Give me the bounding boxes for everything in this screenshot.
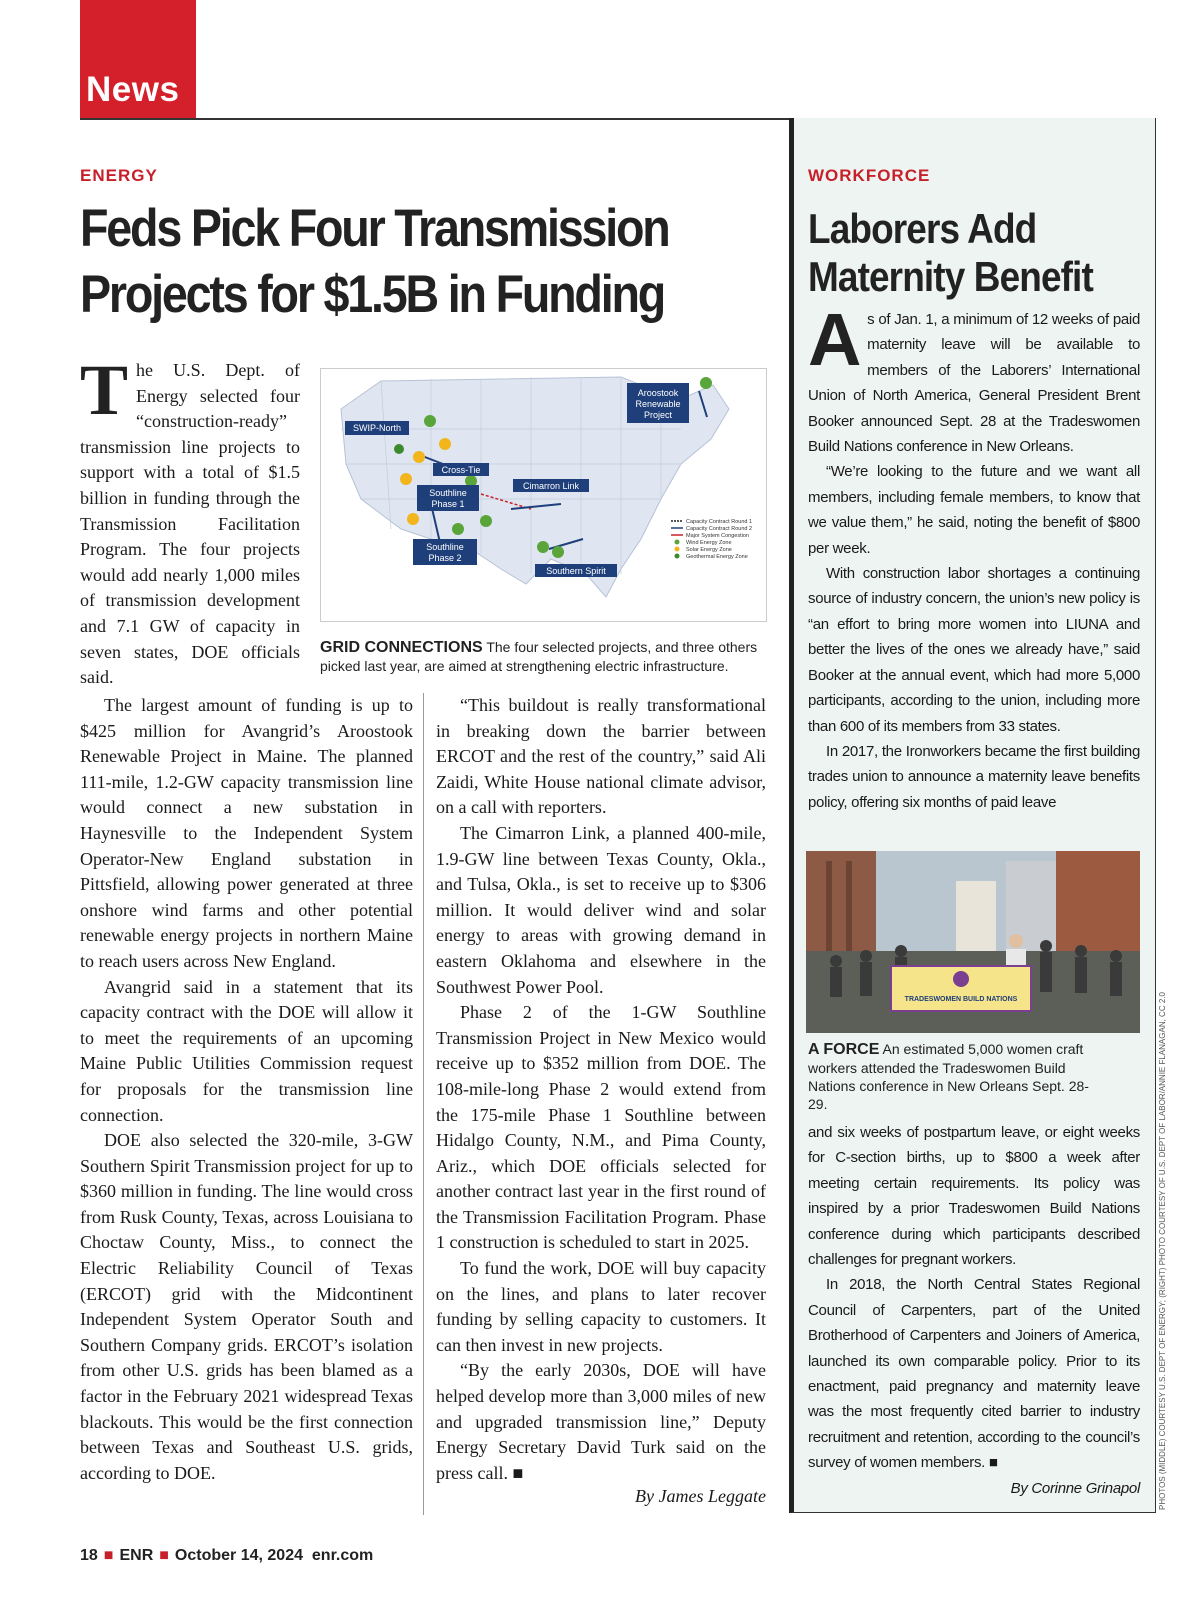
col1-paragraph: Avangrid said in a statement that its capacity contract with the DOE will allow it to meet the requirements of an upcoming Maine Public Utilities Commission request for proposals for the transmission line connection. <box>80 976 413 1125</box>
sidebar-paragraph: “We’re looking to the future and we want all members, including female members, to know that we value them,” he said, noting the benefit of $800 per week. <box>808 463 1140 557</box>
footer-separator: ■ <box>103 1547 114 1564</box>
photo-illustration <box>806 851 1140 1033</box>
conference-photo <box>806 851 1140 1033</box>
sidebar-body-top <box>808 298 1140 815</box>
photo-credit-text: PHOTOS (MIDDLE) COURTESY U.S. DEPT OF ENERGY; (RIGHT) PHOTO COURTESY OF U.S. DEPT OF LABOR/ANNIE FLANAGAN, CC 2.0 <box>1158 992 1167 1510</box>
map-legend <box>671 519 752 560</box>
section-label: News <box>86 70 180 109</box>
us-map-svg <box>321 369 766 621</box>
map-caption <box>320 638 760 675</box>
map-caption-text: The four selected projects, and three others picked last year, are aimed at strengthening electric infrastructure. <box>320 639 758 674</box>
sidebar-headline-line-1: Laborers Add <box>808 205 1037 252</box>
section-tab <box>80 0 196 118</box>
legend-item-4: Wind Energy Zone <box>686 540 732 546</box>
transmission-map <box>320 368 767 622</box>
article-headline <box>80 196 669 328</box>
photo-caption-text: An estimated 5,000 women craft workers attended the Tradeswomen Build Nations conference in New Orleans Sept. 28-29. <box>808 1041 1089 1112</box>
footer-separator: ■ <box>159 1547 169 1564</box>
legend-item-6: Geothermal Energy Zone <box>686 554 748 560</box>
issue-date: October 14, 2024 <box>174 1547 303 1564</box>
legend-item-5: Solar Energy Zone <box>686 547 732 553</box>
map-label-cimarron: Cimarron Link <box>522 481 580 491</box>
map-label-southline-1: Southline Phase 1 <box>429 488 467 509</box>
col2-paragraph: “This buildout is really transformational in breaking down the barrier between ERCOT and the rest of the country,” said Ali Zaidi, White House national climate advisor, on a call with reporters. <box>436 695 766 818</box>
legend-item-1: Capacity Contract Round 1 <box>686 519 753 525</box>
map-label-southern-spirit: Southern Spirit <box>546 566 606 576</box>
sidebar-headline <box>808 205 1093 301</box>
sidebar-body-bottom <box>808 1120 1140 1501</box>
column-rule <box>423 693 424 1515</box>
sidebar-paragraph: and six weeks of postpartum leave, or eight weeks for C-section births, up to $800 a week after meeting certain requirements. Its policy was inspired by a prior Tradeswomen Build Nations conference during which participants described challenges for pregnant workers. <box>808 1124 1140 1269</box>
sidebar-intro: s of Jan. 1, a minimum of 12 weeks of paid maternity leave will be available to members of the Laborers’ International Union of North America, General President Brent Booker announced Sept. 28 at the Tradeswomen Build Nations conference in New Orleans. <box>808 311 1140 456</box>
photo-caption-title: A FORCE <box>808 1041 880 1058</box>
col2-paragraph: Phase 2 of the 1-GW Southline Transmission Project in New Mexico would receive up to $352 million from DOE. The 108-mile-long Phase 2 would extend from the 175-mile Phase 1 Southline between Hidalgo County, N.M., and Pima County, Ariz., which DOE officials selected for another contract last year in the first round of the Transmission Facilitation Program. Phase 1 construction is scheduled to start in 2025. <box>436 1002 766 1253</box>
map-label-cross-tie: Cross-Tie <box>441 465 481 475</box>
col1-paragraph: The largest amount of funding is up to $425 million for Avangrid’s Aroostook Renewable Project in Maine. The planned 111-mile, 1.2-GW capacity transmission line would connect a new substation in Haynesville to the Independent System Operator-New England substation in Pittsfield, allowing power generated at three onshore wind farms and other potential renewable energy projects in northern Maine to reach users across New England. <box>80 695 413 971</box>
drop-cap: T <box>80 350 129 430</box>
sidebar-kicker: WORKFORCE <box>808 166 931 185</box>
website-link[interactable]: enr.com <box>311 1547 374 1564</box>
legend-item-2: Capacity Contract Round 2 <box>686 526 753 532</box>
map-label-southline-2: Southline Phase 2 <box>426 542 464 563</box>
sidebar-headline-line-2: Maternity Benefit <box>808 253 1093 300</box>
article-byline: By James Leggate <box>635 1486 766 1507</box>
col2-paragraph: The Cimarron Link, a planned 400-mile, 1.9-GW line between Texas County, Okla., and Tulsa, Okla., is set to receive up to $306 million. It would deliver wind and solar energy to areas with growing demand in eastern Oklahoma and elsewhere in the Southwest Power Pool. <box>436 822 766 997</box>
page-footer <box>80 1547 373 1565</box>
photo-caption <box>808 1040 1108 1113</box>
photo-credit <box>1158 992 1170 1510</box>
magazine-name: ENR <box>119 1547 154 1564</box>
intro-text: he U.S. Dept. of Energy selected four “construction-ready” transmission line projects to support with a total of $1.5 billion in funding through the Transmission Facilitation Program. The four projects would add nearly 1,000 miles of transmission development and 7.1 GW of capacity in seven states, DOE officials said. <box>80 360 300 688</box>
article-column-2 <box>436 693 766 1507</box>
headline-line-1: Feds Pick Four Transmission <box>80 199 669 258</box>
map-caption-title: GRID CONNECTIONS <box>320 639 483 656</box>
sidebar-paragraph: With construction labor shortages a continuing source of industry concern, the union’s new policy is “an effort to bring more women into LIUNA and better the lives of the ones we already have,” said Booker at the annual event, which had more 5,000 participants, according to the union, including more than 600 of its members from 33 states. <box>808 565 1140 735</box>
article-column-1 <box>80 693 413 1486</box>
sidebar-paragraph: In 2017, the Ironworkers became the first building trades union to announce a maternity leave benefits policy, offering six months of paid leave <box>808 742 1140 811</box>
page-number: 18 <box>80 1547 98 1564</box>
col1-paragraph: DOE also selected the 320-mile, 3-GW Southern Spirit Transmission project for up to $360 million in funding. The line would cross from Rusk County, Texas, across Louisiana to Choctaw County, Miss., to connect the Electric Reliability Council of Texas (ERCOT) grid with the Midcontinent Independent System Operator South and Southern Company grids. ERCOT’s isolation from other U.S. grids has been blamed as a factor in the February 2021 widespread Texas blackouts. This would be the first connection between Texas and Southeast U.S. grids, according to DOE. <box>80 1130 413 1483</box>
article-intro <box>80 350 300 691</box>
sidebar-byline: By Corinne Grinapol <box>1010 1479 1140 1497</box>
photo-banner-text: TRADESWOMEN BUILD NATIONS <box>904 996 1018 1003</box>
col2-paragraph: To fund the work, DOE will buy capacity on the lines, and plans to later recover funding by selling capacity to customers. It can then invest in new projects. <box>436 1258 766 1355</box>
map-label-aroostook: Aroostook Renewable Project <box>635 388 681 420</box>
legend-item-3: Major System Congestion <box>686 533 749 539</box>
sidebar-drop-cap: A <box>808 298 862 381</box>
headline-line-2: Projects for $1.5B in Funding <box>80 265 665 324</box>
map-label-swip-north: SWIP-North <box>352 423 402 433</box>
col2-paragraph: “By the early 2030s, DOE will have helped develop more than 3,000 miles of new and upgraded transmission line,” Deputy Energy Secretary David Turk said on the press call. ■ <box>436 1360 766 1483</box>
sidebar-paragraph: In 2018, the North Central States Regional Council of Carpenters, part of the United Brotherhood of Carpenters and Joiners of America, launched its own comparable policy. Prior to its enactment, paid pregnancy and maternity leave was the most frequently cited barrier to industry recruitment and retention, according to the council’s survey of women members. ■ <box>808 1276 1140 1472</box>
article-kicker: ENERGY <box>80 166 158 185</box>
